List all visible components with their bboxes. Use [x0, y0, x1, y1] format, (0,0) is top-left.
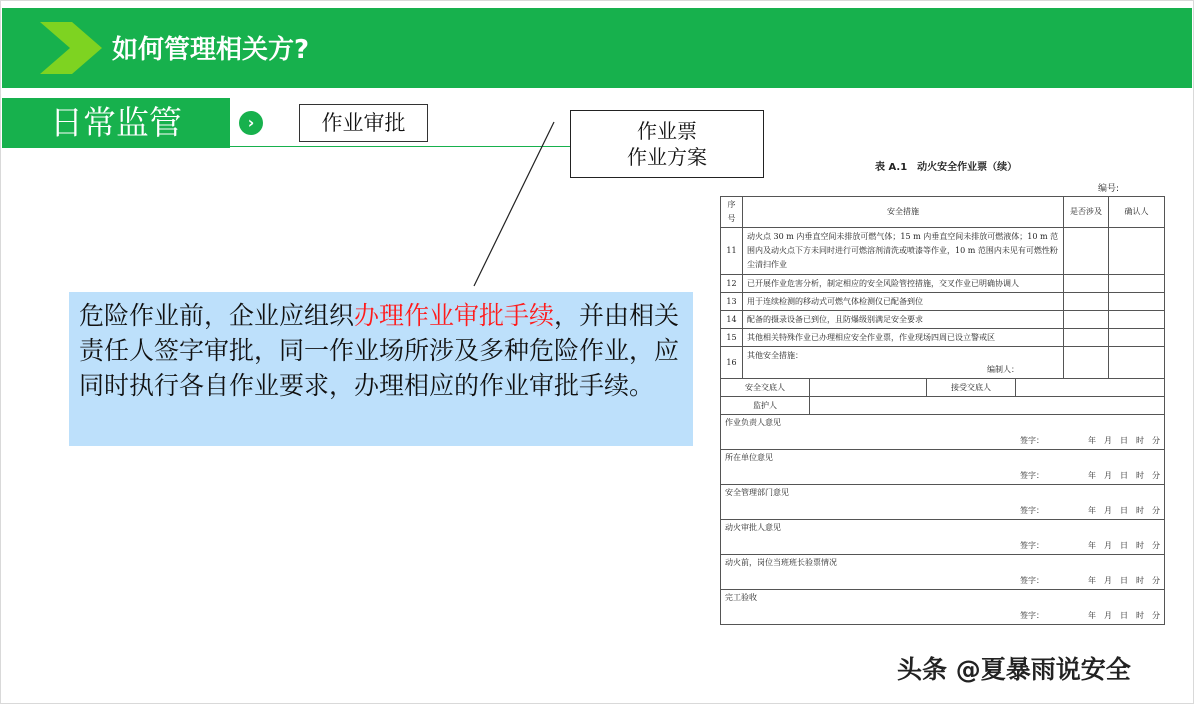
signoff-row [721, 450, 1165, 485]
signoff-row [721, 555, 1165, 590]
involved-cell[interactable] [1064, 275, 1109, 293]
callout-box [570, 110, 764, 178]
date-text: 年 月 日 时 分 [1088, 436, 1160, 445]
sign-text: 签字： [1020, 506, 1040, 515]
row-text: 配备的摄录设备已到位，且防爆级别满足安全要求 [743, 311, 1064, 329]
signoff-row [721, 590, 1165, 625]
date-text: 年 月 日 时 分 [1088, 541, 1160, 550]
confirm-cell[interactable] [1109, 275, 1165, 293]
guardian-field[interactable] [810, 397, 1165, 414]
involved-cell[interactable] [1064, 293, 1109, 311]
signoff-row [721, 485, 1165, 520]
header-no: 序号 [721, 197, 743, 228]
note-highlight: 办理作业审批手续 [354, 301, 555, 330]
table-row [721, 275, 1165, 293]
row-text: 其他安全措施： [747, 350, 803, 360]
involved-cell[interactable] [1064, 347, 1109, 379]
row-no: 16 [721, 347, 743, 379]
note-text-after: ，并由相关责任人签字审批，同一作业场所涉及多种危险作业，应同时执行各自作业要求，办理相应的作业审批手续。 [79, 301, 680, 400]
table-row [721, 329, 1165, 347]
guardian-label: 监护人 [721, 397, 810, 414]
section-title: 日常监管 [50, 103, 182, 142]
header-involved: 是否涉及 [1064, 197, 1109, 228]
involved-cell[interactable] [1064, 228, 1109, 275]
signoff-row [721, 520, 1165, 555]
signoff-label: 所在单位意见 [725, 453, 773, 462]
signoff-sign-line[interactable] [725, 574, 1160, 588]
sign-text: 签字： [1020, 611, 1040, 620]
signoff-row [721, 415, 1165, 450]
table-row [721, 311, 1165, 329]
date-text: 年 月 日 时 分 [1088, 506, 1160, 515]
signoff-sign-line[interactable] [725, 469, 1160, 483]
signoff-sign-line[interactable] [725, 504, 1160, 518]
sign-text: 签字： [1020, 541, 1040, 550]
table-row [721, 397, 1165, 415]
table-row [721, 347, 1165, 379]
signoff-label: 动火审批人意见 [725, 523, 781, 532]
table-row [721, 293, 1165, 311]
row-no: 13 [721, 293, 743, 311]
safety-briefer-label: 安全交底人 [721, 379, 810, 396]
row-text: 已开展作业危害分析，制定相应的安全风险管控措施，交叉作业已明确协调人 [743, 275, 1064, 293]
form-table [720, 196, 1165, 625]
row-no: 11 [721, 228, 743, 275]
briefee-label: 接受交底人 [927, 379, 1016, 396]
briefee-field[interactable] [1016, 379, 1165, 396]
signoff-sign-line[interactable] [725, 434, 1160, 448]
signoff-sign-line[interactable] [725, 609, 1160, 623]
chevron-right-icon [40, 22, 102, 74]
row-text: 其他相关特殊作业已办理相应安全作业票，作业现场四周已设立警戒区 [743, 329, 1064, 347]
note-box [69, 292, 693, 446]
confirm-cell[interactable] [1109, 228, 1165, 275]
confirm-cell[interactable] [1109, 311, 1165, 329]
confirm-cell[interactable] [1109, 347, 1165, 379]
approval-label-box: 作业审批 [299, 104, 428, 142]
row-no: 14 [721, 311, 743, 329]
row-text: 用于连续检测的移动式可燃气体检测仪已配备到位 [743, 293, 1064, 311]
involved-cell[interactable] [1064, 329, 1109, 347]
row-other [743, 347, 1064, 379]
table-row [721, 379, 1165, 397]
date-text: 年 月 日 时 分 [1088, 471, 1160, 480]
callout-line-1: 作业票 [637, 119, 697, 143]
row-no: 15 [721, 329, 743, 347]
page-title: 如何管理相关方? [112, 35, 310, 65]
header-confirm: 确认人 [1109, 197, 1165, 228]
header-measures: 安全措施 [743, 197, 1064, 228]
involved-cell[interactable] [1064, 311, 1109, 329]
date-text: 年 月 日 时 分 [1088, 611, 1160, 620]
editor-label: 编制人： [987, 364, 1019, 374]
confirm-cell[interactable] [1109, 329, 1165, 347]
sign-text: 签字： [1020, 471, 1040, 480]
form-title: 表 A.1 动火安全作业票（续） [875, 162, 1018, 173]
signoff-label: 安全管理部门意见 [725, 488, 789, 497]
callout-line-2: 作业方案 [627, 145, 707, 169]
signoff-label: 动火前，岗位当班班长验票情况 [725, 558, 837, 567]
sign-text: 签字： [1020, 436, 1040, 445]
row-no: 12 [721, 275, 743, 293]
signoff-label: 作业负责人意见 [725, 418, 781, 427]
callout-leader-line [470, 120, 560, 290]
watermark: 头条 @夏暴雨说安全 [897, 655, 1131, 684]
row-text: 动火点 30 m 内垂直空间未排放可燃气体；15 m 内垂直空间未排放可燃液体；10 m 范围内及动火点下方未同时进行可燃溶剂清洗或喷漆等作业，10 m 范围内未见有可燃性粉尘清扫作业 [743, 228, 1064, 275]
sign-text: 签字： [1020, 576, 1040, 585]
signoff-label: 完工验收 [725, 593, 757, 602]
signoff-sign-line[interactable] [725, 539, 1160, 553]
note-text-before: 危险作业前，企业应组织 [79, 301, 355, 330]
work-permit-form [720, 196, 1165, 620]
safety-briefer-field[interactable] [810, 379, 927, 396]
form-number-label: 编号: [1098, 184, 1120, 194]
confirm-cell[interactable] [1109, 293, 1165, 311]
table-row [721, 228, 1165, 275]
arrow-circle-icon: › [239, 111, 263, 135]
date-text: 年 月 日 时 分 [1088, 576, 1160, 585]
